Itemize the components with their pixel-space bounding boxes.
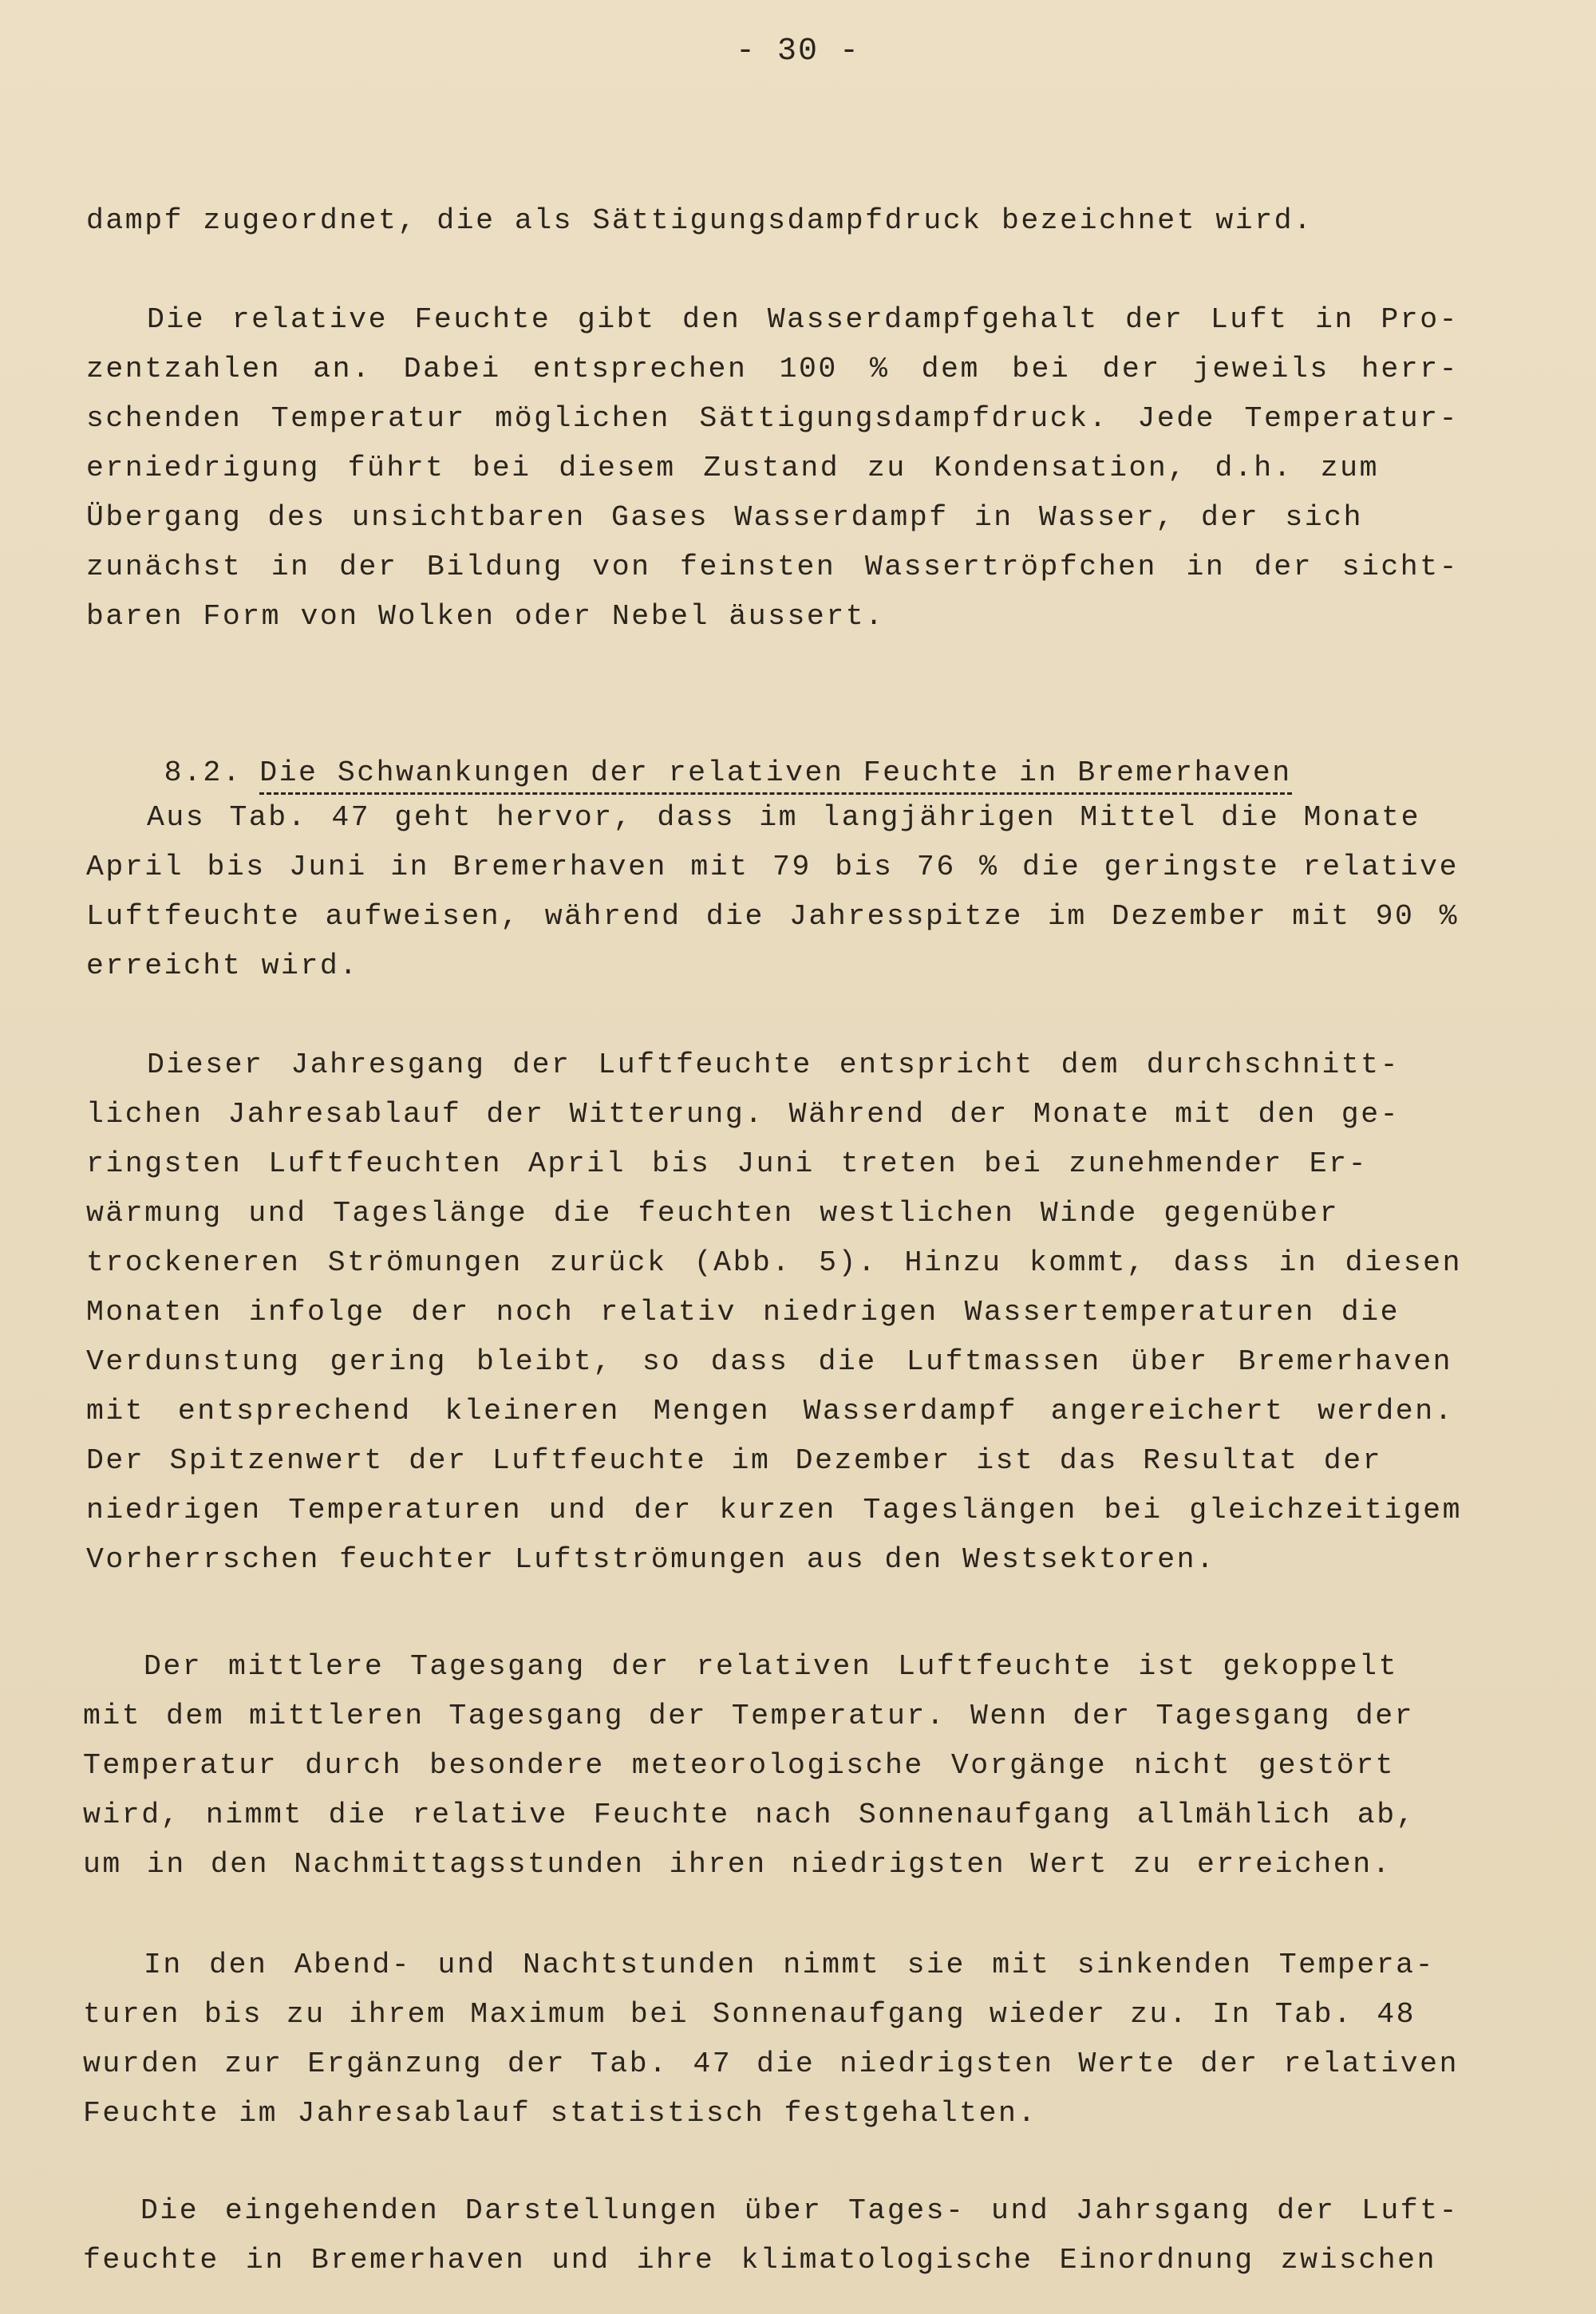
section-number: 8.2. [164,756,243,789]
page-number: - 30 - [735,34,861,69]
text-line: wird, nimmt die relative Feuchte nach Sonnenaufgang allmählich ab, [83,1799,1416,1831]
section-title: Die Schwankungen der relativen Feuchte in Bremerhaven [259,754,1291,795]
text-line: lichen Jahresablauf der Witterung. Während der Monate mit den ge- [86,1098,1400,1131]
text-line: trockeneren Strömungen zurück (Abb. 5). Hinzu kommt, dass in diesen [86,1246,1462,1279]
text-line: Luftfeuchte aufweisen, während die Jahresspitze im Dezember mit 90 % [86,900,1459,933]
text-line: mit entsprechend kleineren Mengen Wasserdampf angereichert werden. [86,1395,1454,1427]
text-line: zunächst in der Bildung von feinsten Wassertröpfchen in der sicht- [86,551,1459,583]
text-line: um in den Nachmittagsstunden ihren niedrigsten Wert zu erreichen. [83,1848,1392,1881]
text-line: In den Abend- und Nachtstunden nimmt sie mit sinkenden Tempera- [144,1949,1435,1981]
text-line: Temperatur durch besondere meteorologische Vorgänge nicht gestört [83,1749,1395,1782]
text-line: Monaten infolge der noch relativ niedrigen Wassertemperaturen die [86,1296,1400,1329]
text-line: April bis Juni in Bremerhaven mit 79 bis 76 % die geringste relative [86,851,1459,883]
text-line: wurden zur Ergänzung der Tab. 47 die niedrigsten Werte der relativen [83,2047,1459,2080]
text-line: feuchte in Bremerhaven und ihre klimatologische Einordnung zwischen [83,2244,1436,2276]
text-line: Aus Tab. 47 geht hervor, dass im langjährigen Mittel die Monate [147,801,1420,834]
text-line: Dieser Jahresgang der Luftfeuchte entspricht dem durchschnitt- [147,1048,1400,1081]
text-line: ringsten Luftfeuchten April bis Juni treten bei zunehmender Er- [86,1147,1368,1180]
text-line: Feuchte im Jahresablauf statistisch festgehalten. [83,2097,1037,2130]
text-line: Der mittlere Tagesgang der relativen Luftfeuchte ist gekoppelt [144,1650,1398,1683]
text-line: zentzahlen an. Dabei entsprechen 100 % dem bei der jeweils herr- [86,353,1459,385]
text-line: erniedrigung führt bei diesem Zustand zu Kondensation, d.h. zum [86,452,1379,484]
text-line: Vorherrschen feuchter Luftströmungen aus den Westsektoren. [86,1543,1216,1576]
text-line: Die relative Feuchte gibt den Wasserdampfgehalt der Luft in Pro- [147,303,1459,336]
text-line: turen bis zu ihrem Maximum bei Sonnenaufgang wieder zu. In Tab. 48 [83,1998,1416,2031]
text-line: Die eingehenden Darstellungen über Tages- und Jahrsgang der Luft- [140,2194,1459,2227]
text-line: mit dem mittleren Tagesgang der Temperatur. Wenn der Tagesgang der [83,1700,1414,1732]
text-line: wärmung und Tageslänge die feuchten westlichen Winde gegenüber [86,1197,1339,1230]
text-line: dampf zugeordnet, die als Sättigungsdampfdruck bezeichnet wird. [86,204,1314,237]
text-line: schenden Temperatur möglichen Sättigungsdampfdruck. Jede Temperatur- [86,402,1459,435]
text-line: erreicht wird. [86,950,359,982]
text-line: Verdunstung gering bleibt, so dass die Luftmassen über Bremerhaven [86,1345,1452,1378]
text-line: niedrigen Temperaturen und der kurzen Tageslängen bei gleichzeitigem [86,1494,1462,1526]
text-line: Der Spitzenwert der Luftfeuchte im Dezember ist das Resultat der [86,1444,1382,1477]
text-line: Übergang des unsichtbaren Gases Wasserdampf in Wasser, der sich [86,501,1363,534]
text-line: baren Form von Wolken oder Nebel äussert. [86,600,885,633]
